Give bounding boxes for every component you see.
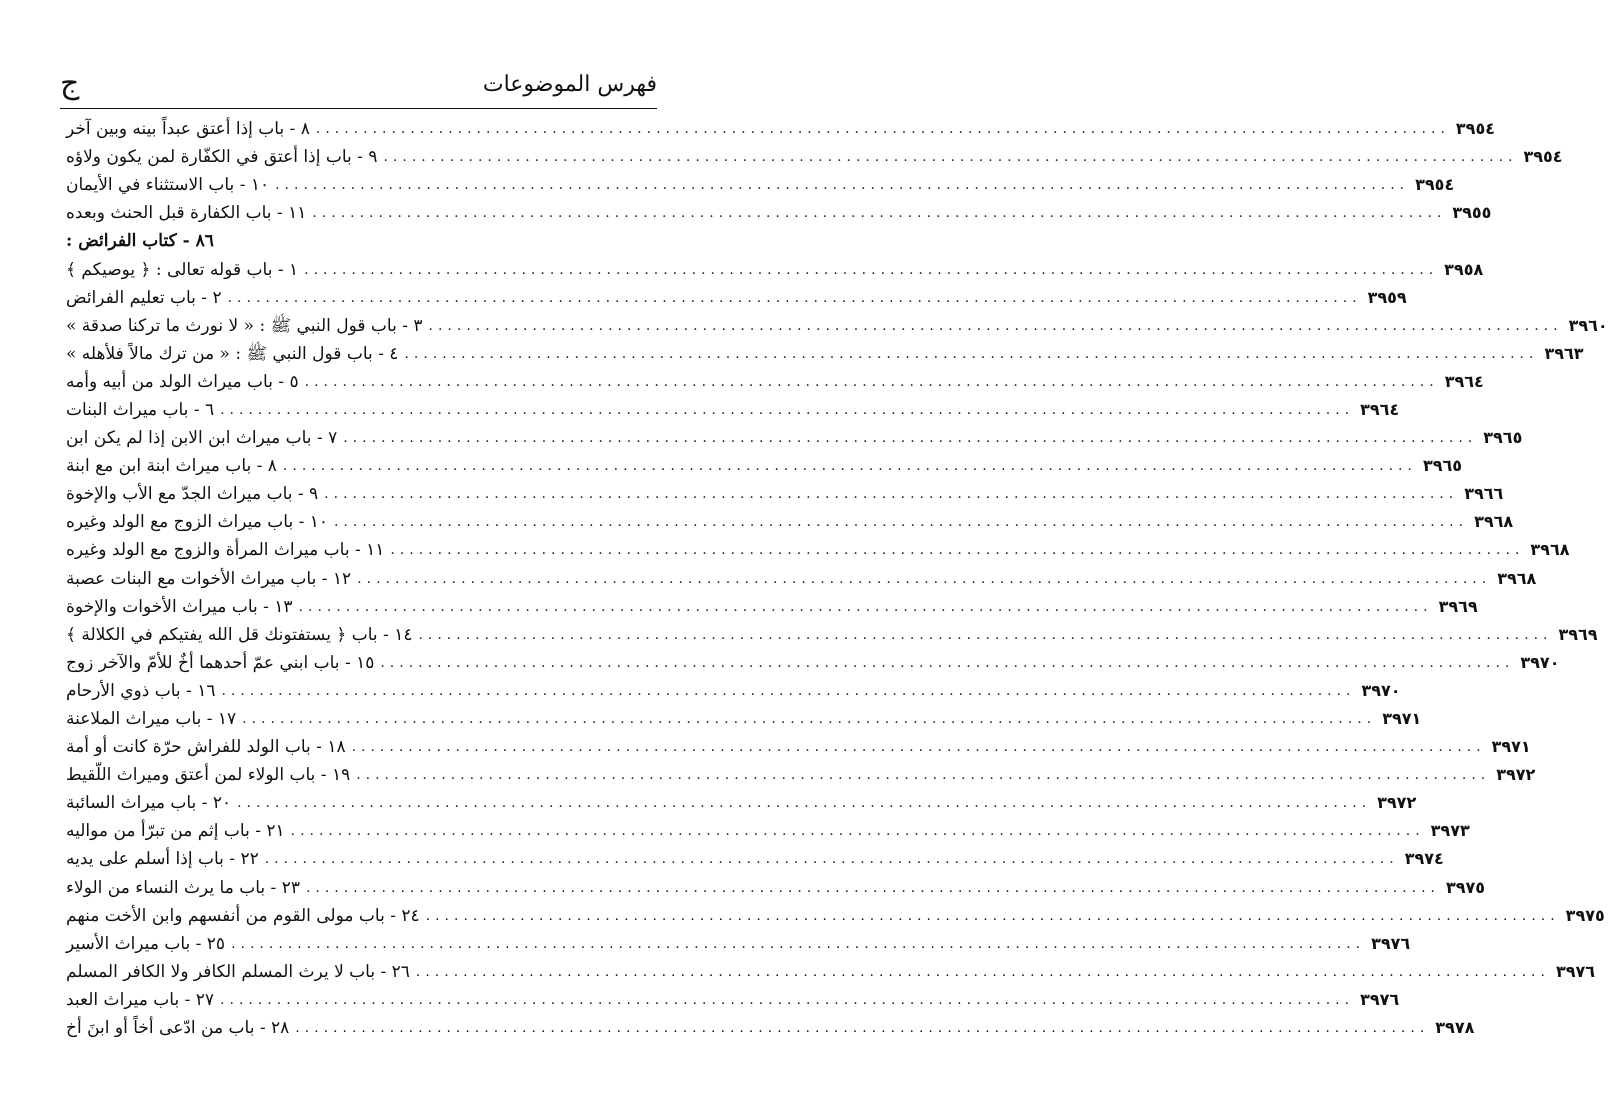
toc-entry: [60, 565, 1537, 593]
toc-page-number: ٣٩٦٨: [1530, 540, 1570, 560]
toc-entry-title: ٨٦ - كتاب الفرائض :: [66, 231, 214, 252]
toc-page-number: ٣٩٥٨: [1444, 259, 1484, 279]
dot-leader: ........................................................................................................................: [428, 317, 1563, 334]
toc-entry: [60, 368, 1484, 396]
toc-entry-title: ٢٦ - باب لا يرث المسلم الكافر ولا الكافر المسلم: [66, 961, 410, 982]
toc-entry: [60, 1014, 1475, 1042]
dot-leader: ........................................................................................................................: [312, 205, 1447, 222]
toc-entry-title: ٢٢ - باب إذا أسلم على يديه: [66, 849, 259, 870]
toc-page-number: ٣٩٦٥: [1483, 428, 1523, 448]
toc-page-number: ٣٩٦٤: [1444, 371, 1484, 391]
toc-page-number: ٣٩٧٢: [1496, 765, 1536, 785]
dot-leader: ........................................................................................................................: [298, 598, 1433, 615]
toc-entry-title: ١٢ - باب ميراث الأخوات مع البنات عصبة: [66, 568, 352, 589]
toc-entry: [60, 424, 1523, 452]
page-header: [60, 68, 657, 109]
toc-page-number: ٣٩٧٦: [1555, 961, 1595, 981]
toc-entry: [60, 312, 1608, 340]
toc-entry: [60, 761, 1536, 789]
toc-entry-title: ١٩ - باب الولاء لمن أعتق وميراث اللّقيط: [66, 765, 351, 786]
toc-entry: [60, 677, 1401, 705]
dot-leader: ........................................................................................................................: [305, 879, 1440, 896]
toc-entry-title: ٢٨ - باب من ادّعى أخاً أو ابنَ أخ: [66, 1018, 290, 1039]
toc-entry-title: ٧ - باب ميراث ابن الابن إذا لم يكن ابن: [66, 428, 338, 449]
toc-entry: [60, 452, 1463, 480]
toc-entry: [60, 284, 1407, 312]
toc-entry-title: ٨ - باب ميراث ابنة ابن مع ابنة: [66, 456, 277, 477]
toc-entry: [60, 845, 1444, 873]
toc-entry-title: ٢٥ - باب ميراث الأسير: [66, 933, 226, 954]
toc-section-heading: [60, 227, 657, 255]
toc-entry: [60, 874, 1486, 902]
table-of-contents: [60, 115, 1608, 1042]
dot-leader: ........................................................................................................................: [404, 345, 1539, 362]
toc-entry-title: ٢١ - باب إثم من تبرّأ من مواليه: [66, 821, 285, 842]
toc-page-number: ٣٩٥٤: [1455, 119, 1495, 139]
toc-entry-title: ٢٤ - باب مولى القوم من أنفسهم وابن الأخت منهم: [66, 905, 420, 926]
toc-entry: [60, 480, 1504, 508]
toc-page-number: ٣٩٧١: [1491, 737, 1531, 757]
toc-entry: [60, 930, 1411, 958]
toc-entry: [60, 340, 1584, 368]
toc-page-number: ٣٩٧٦: [1360, 989, 1400, 1009]
dot-leader: ........................................................................................................................: [290, 823, 1425, 840]
toc-page-number: ٣٩٦٩: [1438, 596, 1478, 616]
dot-leader: ........................................................................................................................: [357, 570, 1492, 587]
toc-page-number: ٣٩٥٤: [1523, 147, 1563, 167]
toc-page-number: ٣٩٧١: [1382, 709, 1422, 729]
toc-entry: [60, 621, 1598, 649]
dot-leader: ........................................................................................................................: [343, 430, 1478, 447]
toc-page-number: ٣٩٦٣: [1544, 343, 1584, 363]
toc-page-number: ٣٩٦٨: [1497, 568, 1537, 588]
toc-page-number: ٣٩٦٩: [1558, 624, 1598, 644]
toc-entry: [60, 593, 1478, 621]
dot-leader: ........................................................................................................................: [304, 373, 1439, 390]
toc-entry: [60, 171, 1455, 199]
toc-page-number: ٣٩٧٦: [1371, 933, 1411, 953]
dot-leader: ........................................................................................................................: [334, 514, 1469, 531]
toc-page-number: ٣٩٥٤: [1415, 175, 1455, 195]
dot-leader: ........................................................................................................................: [282, 458, 1417, 475]
page-title: فهرس الموضوعات: [482, 72, 657, 97]
toc-page-number: ٣٩٦٨: [1474, 512, 1514, 532]
dot-leader: ........................................................................................................................: [220, 401, 1355, 418]
toc-entry: [60, 115, 1495, 143]
toc-entry: [60, 199, 1492, 227]
dot-leader: ........................................................................................................................: [418, 626, 1553, 643]
toc-page-number: ٣٩٧٢: [1377, 793, 1417, 813]
page-letter: ج: [60, 66, 80, 101]
dot-leader: ........................................................................................................................: [237, 795, 1372, 812]
dot-leader: ........................................................................................................................: [315, 121, 1450, 138]
toc-page-number: ٣٩٥٥: [1452, 203, 1492, 223]
dot-leader: ........................................................................................................................: [221, 682, 1356, 699]
dot-leader: ........................................................................................................................: [356, 767, 1491, 784]
dot-leader: ........................................................................................................................: [351, 739, 1486, 756]
toc-entry-title: ٨ - باب إذا أعتق عبداً بينه وبين آخر: [66, 119, 310, 140]
toc-entry-title: ٦ - باب ميراث البنات: [66, 399, 215, 420]
dot-leader: ........................................................................................................................: [390, 542, 1525, 559]
dot-leader: ........................................................................................................................: [275, 177, 1410, 194]
toc-entry-title: ١٠ - باب ميراث الزوج مع الولد وغيره: [66, 512, 329, 533]
dot-leader: ........................................................................................................................: [383, 149, 1518, 166]
toc-page-number: ٣٩٦٤: [1360, 399, 1400, 419]
toc-entry: [60, 508, 1514, 536]
toc-entry: [60, 902, 1605, 930]
toc-entry: [60, 649, 1560, 677]
toc-page-number: ٣٩٧٤: [1404, 849, 1444, 869]
toc-page-number: ٣٩٥٩: [1367, 287, 1407, 307]
dot-leader: ........................................................................................................................: [227, 289, 1362, 306]
toc-page-number: ٣٩٦٠: [1568, 315, 1608, 335]
toc-entry: [60, 958, 1595, 986]
toc-entry-title: ١٤ - باب ﴿ يستفتونك قل الله يفتيكم في الكلالة ﴾: [66, 624, 413, 645]
toc-entry-title: ٢ - باب تعليم الفرائض: [66, 287, 222, 308]
dot-leader: ........................................................................................................................: [295, 1020, 1430, 1037]
toc-entry: [60, 789, 1417, 817]
toc-entry-title: ١٣ - باب ميراث الأخوات والإخوة: [66, 596, 293, 617]
toc-page-number: ٣٩٦٥: [1422, 456, 1463, 476]
toc-entry-title: ١١ - باب ميراث المرأة والزوج مع الولد وغيره: [66, 540, 385, 561]
toc-page-number: ٣٩٧٥: [1445, 877, 1486, 897]
toc-entry: [60, 705, 1422, 733]
toc-entry: [60, 143, 1563, 171]
toc-entry-title: ٢٧ - باب ميراث العبد: [66, 989, 215, 1010]
dot-leader: ........................................................................................................................: [415, 963, 1550, 980]
toc-entry-title: ٥ - باب ميراث الولد من أبيه وأمه: [66, 371, 299, 392]
toc-page-number: ٣٩٧٠: [1520, 652, 1560, 672]
dot-leader: ........................................................................................................................: [304, 261, 1439, 278]
toc-entry: [60, 817, 1470, 845]
toc-entry-title: ٢٠ - باب ميراث السائبة: [66, 793, 232, 814]
toc-entry-title: ٢٣ - باب ما يرث النساء من الولاء: [66, 877, 300, 898]
toc-entry-title: ١ - باب قوله تعالى : ﴿ يوصيكم ﴾: [66, 259, 299, 280]
toc-entry: [60, 536, 1570, 564]
toc-entry-title: ١٦ - باب ذوي الأرحام: [66, 680, 216, 701]
dot-leader: ........................................................................................................................: [231, 935, 1366, 952]
toc-entry-title: ١٠ - باب الاستثناء في الأيمان: [66, 175, 270, 196]
dot-leader: ........................................................................................................................: [242, 711, 1377, 728]
toc-entry-title: ١٥ - باب ابني عمّ أحدهما أخٌ للأمّ والآخر زوج: [66, 652, 375, 673]
toc-page-number: ٣٩٧٨: [1435, 1018, 1475, 1038]
dot-leader: ........................................................................................................................: [264, 851, 1399, 868]
toc-entry-title: ٩ - باب إذا أعتق في الكفّارة لمن يكون ولاؤه: [66, 147, 378, 168]
toc-page-number: ٣٩٧٥: [1565, 905, 1605, 925]
toc-entry-title: ٣ - باب قول النبي ﷺ : « لا نورث ما تركنا صدقة »: [66, 315, 423, 336]
toc-entry-title: ٤ - باب قول النبي ﷺ : « من ترك مالاً فلأهله »: [66, 343, 399, 364]
toc-page-number: ٣٩٧٠: [1361, 680, 1401, 700]
dot-leader: ........................................................................................................................: [425, 907, 1560, 924]
toc-entry-title: ١١ - باب الكفارة قبل الحنث وبعده: [66, 203, 307, 224]
dot-leader: ........................................................................................................................: [324, 486, 1459, 503]
toc-page-number: ٣٩٦٦: [1464, 484, 1504, 504]
toc-page-number: ٣٩٧٣: [1430, 821, 1470, 841]
toc-entry-title: ٩ - باب ميراث الجدّ مع الأب والإخوة: [66, 484, 319, 505]
dot-leader: ........................................................................................................................: [220, 991, 1355, 1008]
toc-entry: [60, 255, 1484, 283]
dot-leader: ........................................................................................................................: [380, 654, 1515, 671]
toc-entry: [60, 733, 1531, 761]
toc-entry: [60, 986, 1400, 1014]
toc-entry-title: ١٨ - باب الولد للفراش حرّة كانت أو أمة: [66, 737, 346, 758]
toc-entry: [60, 396, 1400, 424]
toc-entry-title: ١٧ - باب ميراث الملاعنة: [66, 709, 237, 730]
